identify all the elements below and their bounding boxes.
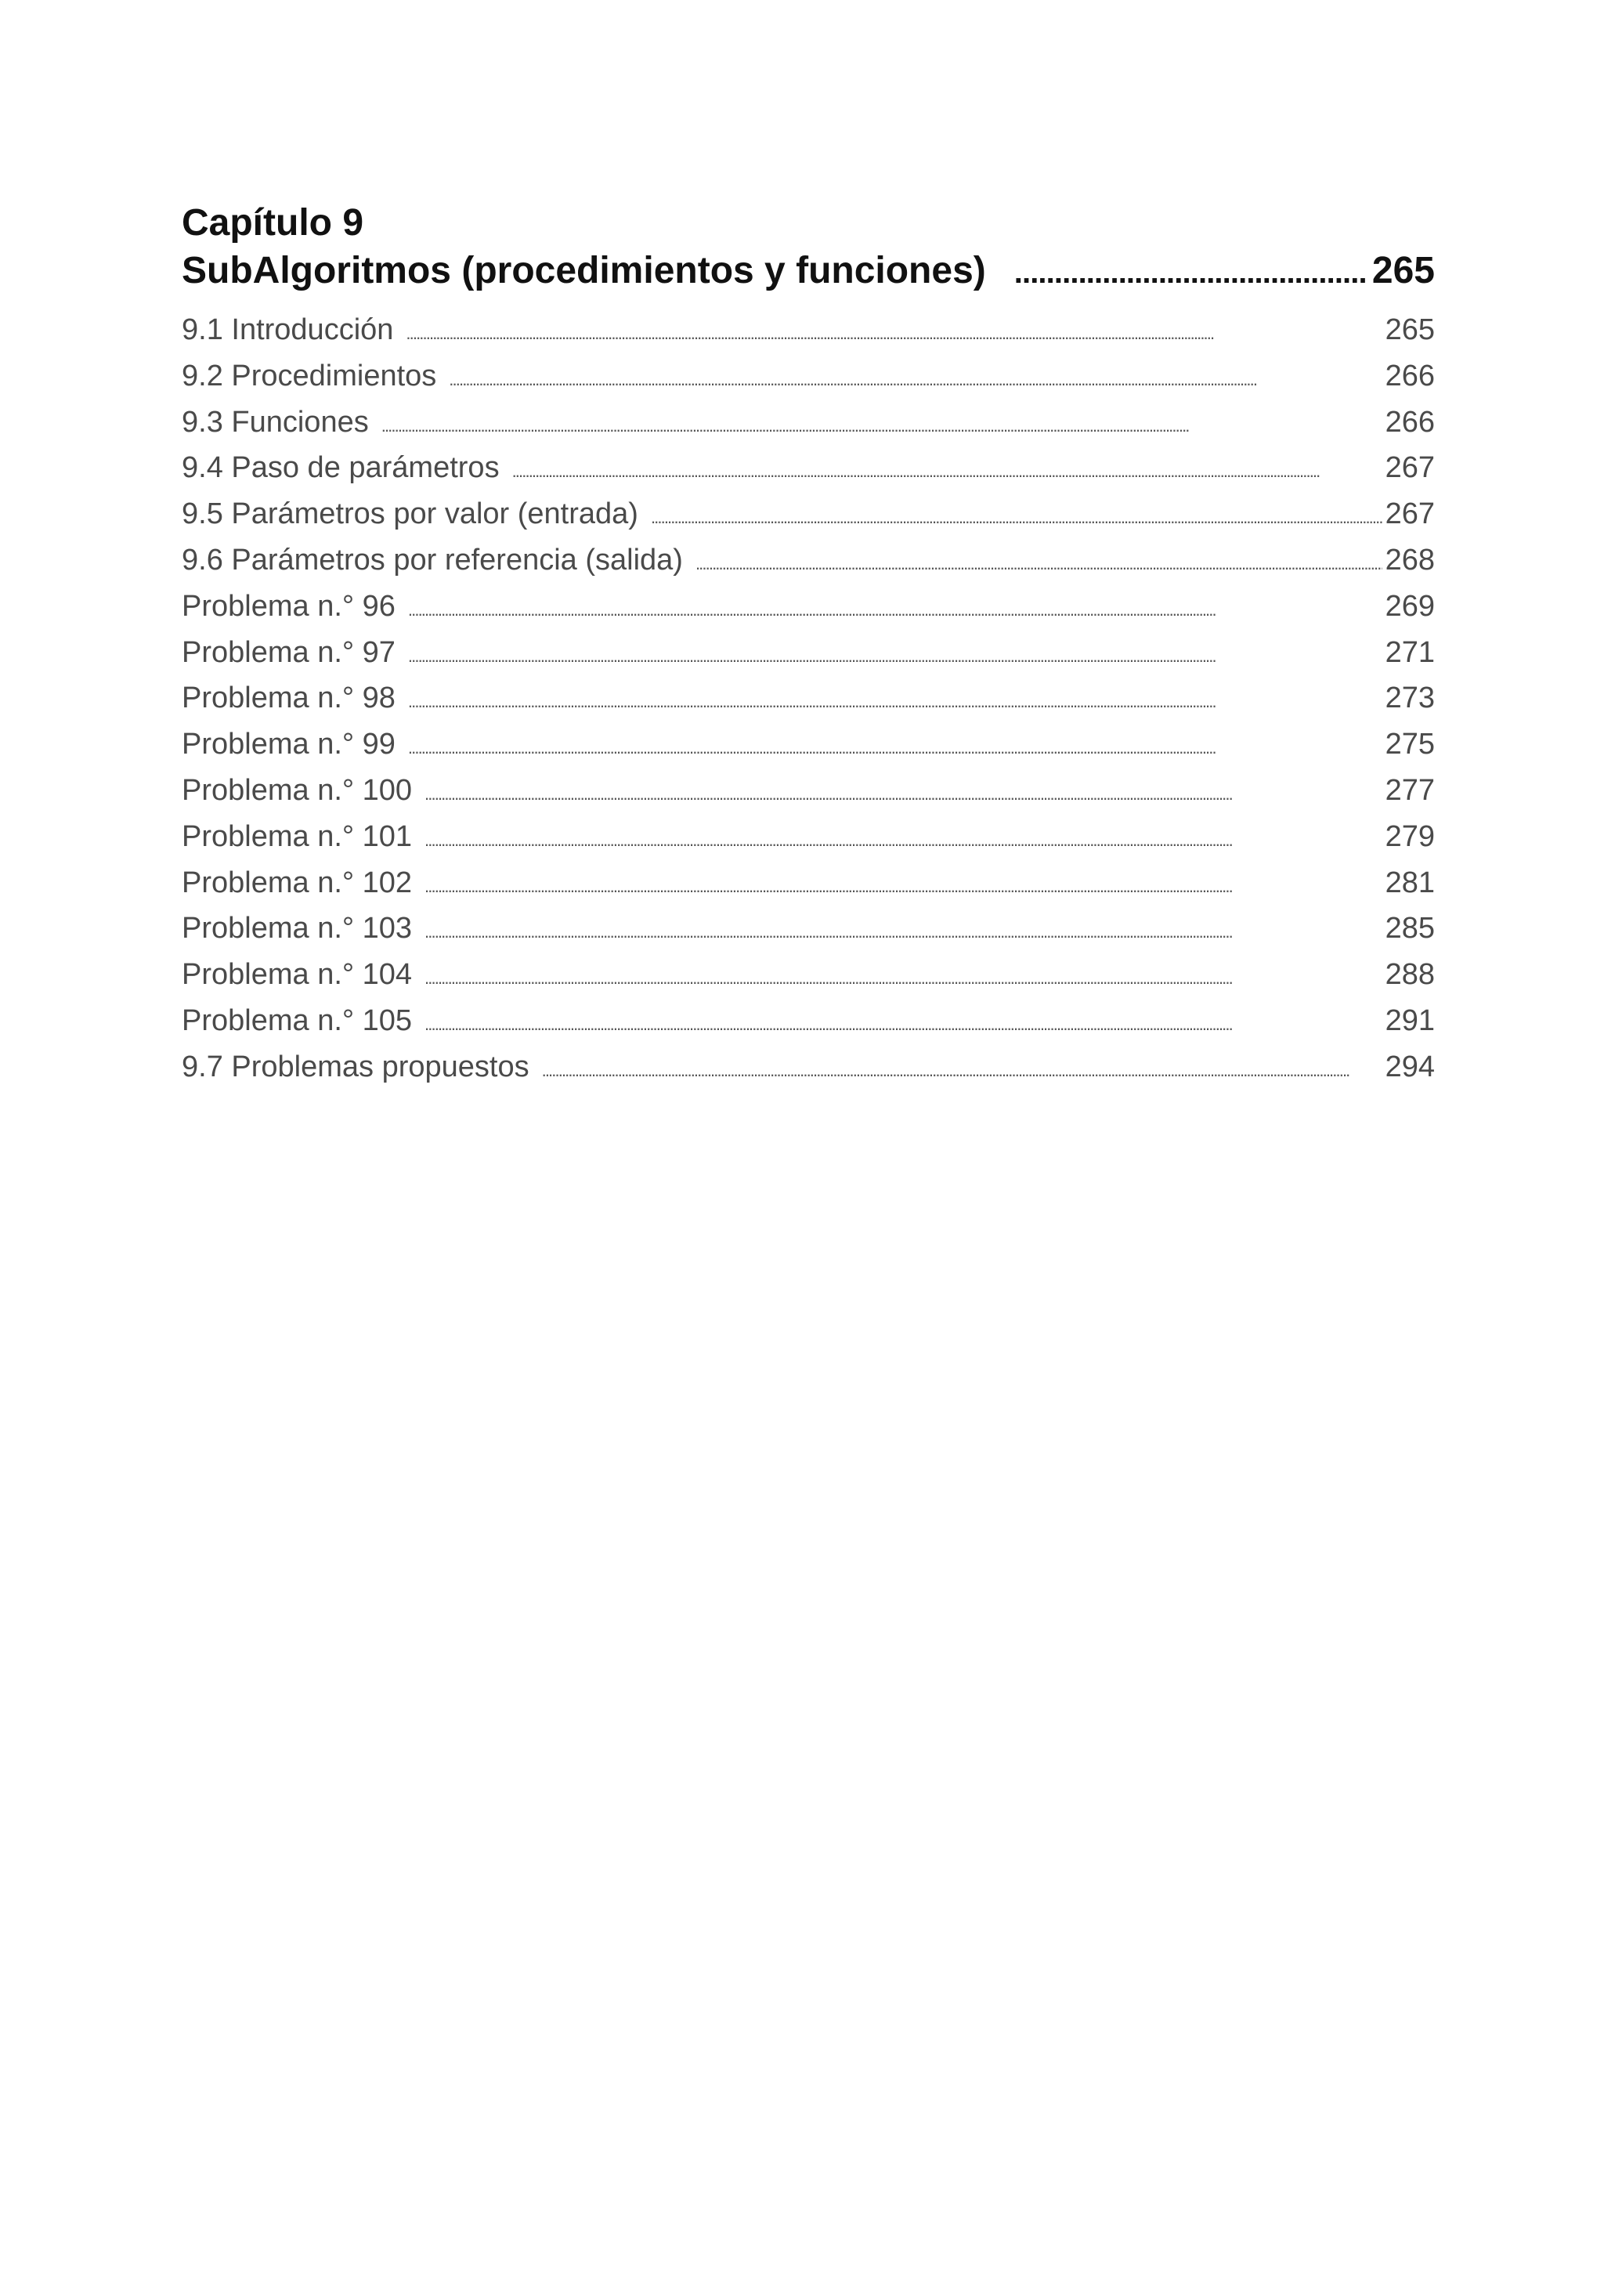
toc-entry-label: 9.3 Funciones (182, 405, 369, 439)
toc-entry (182, 406, 1435, 452)
dot-leader (1014, 255, 1367, 291)
toc-entry-page: 266 (1385, 359, 1435, 392)
dot-leader (695, 554, 1382, 574)
toc-entry-label: 9.5 Parámetros por valor (entrada) (182, 497, 638, 531)
dot-leader (542, 1061, 1382, 1081)
chapter-page-number: 265 (1371, 250, 1435, 291)
toc-entry (182, 1050, 1435, 1097)
toc-entry (182, 958, 1435, 1004)
toc-entry-page: 291 (1385, 1003, 1435, 1037)
toc-entry-page: 271 (1385, 635, 1435, 669)
toc-entry (182, 497, 1435, 544)
dot-leader (449, 370, 1382, 390)
toc-entry-page: 268 (1385, 543, 1435, 577)
toc-entry-label: 9.7 Problemas propuestos (182, 1050, 529, 1083)
toc-entry-page: 265 (1385, 313, 1435, 346)
toc-entry-page: 281 (1385, 866, 1435, 899)
dot-leader (424, 830, 1382, 851)
toc-entry (182, 451, 1435, 497)
dot-leader (424, 784, 1382, 805)
chapter-label: Capítulo 9 (182, 202, 364, 244)
toc-entry-page: 277 (1385, 773, 1435, 807)
toc-entry (182, 636, 1435, 682)
dot-leader (424, 877, 1382, 897)
toc-entry (182, 360, 1435, 406)
chapter-title: SubAlgoritmos (procedimientos y funciones) (182, 250, 986, 291)
dot-leader (424, 968, 1382, 989)
toc-entry (182, 313, 1435, 360)
dot-leader (424, 922, 1382, 942)
toc-entry-label: Problema n.° 97 (182, 635, 396, 669)
toc-entry-page: 275 (1385, 728, 1435, 761)
toc-entry-label: 9.2 Procedimientos (182, 359, 437, 392)
toc-entry-label: 9.4 Paso de parámetros (182, 451, 500, 485)
dot-leader (651, 508, 1382, 528)
toc-entry (182, 1004, 1435, 1050)
toc-entry-label: Problema n.° 102 (182, 866, 413, 899)
toc-entry (182, 682, 1435, 728)
toc-entry-label: Problema n.° 103 (182, 912, 413, 946)
dot-leader (408, 646, 1382, 667)
toc-entry-label: Problema n.° 101 (182, 819, 413, 853)
dot-leader (408, 738, 1382, 758)
chapter-title-row (182, 249, 1435, 306)
toc-entry-label: Problema n.° 99 (182, 728, 396, 761)
dot-leader (406, 324, 1382, 344)
toc-entry-page: 269 (1385, 589, 1435, 623)
toc-entry-label: Problema n.° 96 (182, 589, 396, 623)
toc-entry-page: 267 (1385, 451, 1435, 485)
toc-entry-page: 273 (1385, 682, 1435, 715)
toc-entry-page: 294 (1385, 1050, 1435, 1083)
toc-entry-label: 9.1 Introducción (182, 313, 394, 346)
toc-entry-label: Problema n.° 105 (182, 1003, 413, 1037)
toc-entry (182, 544, 1435, 590)
toc-entry-page: 288 (1385, 958, 1435, 992)
toc-entry-label: Problema n.° 100 (182, 773, 413, 807)
dot-leader (381, 416, 1382, 436)
toc-entry-label: Problema n.° 98 (182, 682, 396, 715)
dot-leader (424, 1014, 1382, 1035)
toc-entry (182, 820, 1435, 866)
toc-entry-page: 279 (1385, 819, 1435, 853)
table-of-contents (182, 197, 1435, 1097)
toc-entry-label: Problema n.° 104 (182, 958, 413, 992)
dot-leader (408, 692, 1382, 712)
toc-entry-page: 267 (1385, 497, 1435, 531)
dot-leader (512, 461, 1382, 482)
toc-entry (182, 728, 1435, 774)
toc-entry-page: 285 (1385, 912, 1435, 946)
toc-entry-label: 9.6 Parámetros por referencia (salida) (182, 543, 683, 577)
toc-entry (182, 912, 1435, 958)
dot-leader (408, 600, 1382, 620)
toc-entry (182, 774, 1435, 820)
toc-entry-page: 266 (1385, 405, 1435, 439)
toc-entry (182, 590, 1435, 636)
toc-entry (182, 866, 1435, 913)
